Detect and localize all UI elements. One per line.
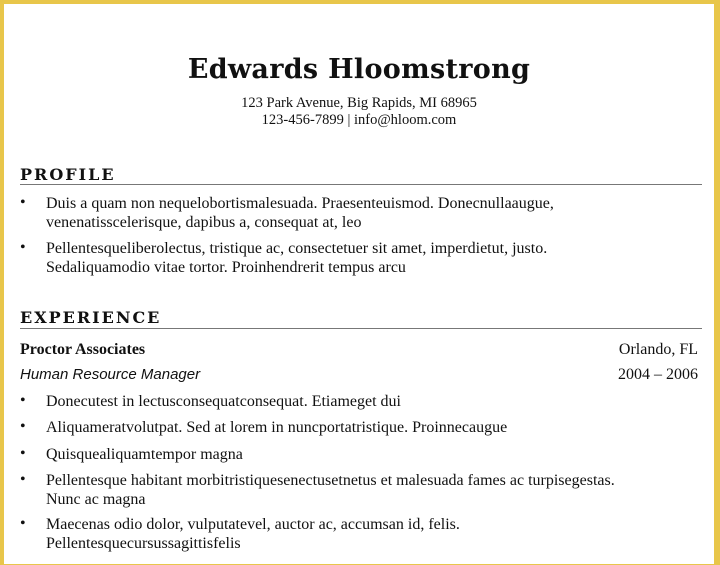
resume-page xyxy=(4,4,714,564)
bullet-icon: • xyxy=(20,445,26,462)
bullet-icon: • xyxy=(20,471,26,488)
job-title: Human Resource Manager xyxy=(20,366,201,383)
section-divider xyxy=(20,328,702,329)
bullet-icon: • xyxy=(20,392,26,409)
bullet-icon: • xyxy=(20,418,26,435)
experience-bullet: Donecutest in lectusconsequatconsequat. Etiameget dui xyxy=(46,393,401,410)
candidate-name: Edwards Hloomstrong xyxy=(187,54,531,85)
section-divider xyxy=(20,184,702,185)
bullet-icon: • xyxy=(20,239,26,256)
section-title-profile: PROFILE xyxy=(20,165,116,184)
job-dates: 2004 – 2006 xyxy=(618,366,698,383)
job-location: Orlando, FL xyxy=(618,341,698,358)
profile-bullet: Duis a quam non nequelobortismalesuada. Praesenteuismod. Donecnullaaugue, venenatisscelerisque, dapibus a, consequat at, leo xyxy=(46,195,554,231)
contact-line: 123-456-7899 | info@hloom.com xyxy=(261,112,457,128)
address-line: 123 Park Avenue, Big Rapids, MI 68965 xyxy=(241,95,477,111)
experience-bullet: Quisquealiquamtempor magna xyxy=(46,446,243,463)
bullet-icon: • xyxy=(20,515,26,532)
company-name: Proctor Associates xyxy=(20,341,146,358)
section-title-experience: EXPERIENCE xyxy=(20,308,162,327)
experience-bullet: Pellentesque habitant morbitristiquesenectusetnetus et malesuada fames ac turpisegestas. Nunc ac magna xyxy=(46,472,615,508)
experience-bullet: Aliquameratvolutpat. Sed at lorem in nuncportatristique. Proinnecaugue xyxy=(46,419,508,436)
experience-bullet: Maecenas odio dolor, vulputatevel, auctor ac, accumsan id, felis. Pellentesquecursussagittisfelis xyxy=(46,516,460,552)
profile-bullet: Pellentesqueliberolectus, tristique ac, consectetuer sit amet, imperdietut, justo. Sedaliquamodio vitae tortor. Proinhendrerit tempus arcu xyxy=(46,240,548,276)
bullet-icon: • xyxy=(20,194,26,211)
